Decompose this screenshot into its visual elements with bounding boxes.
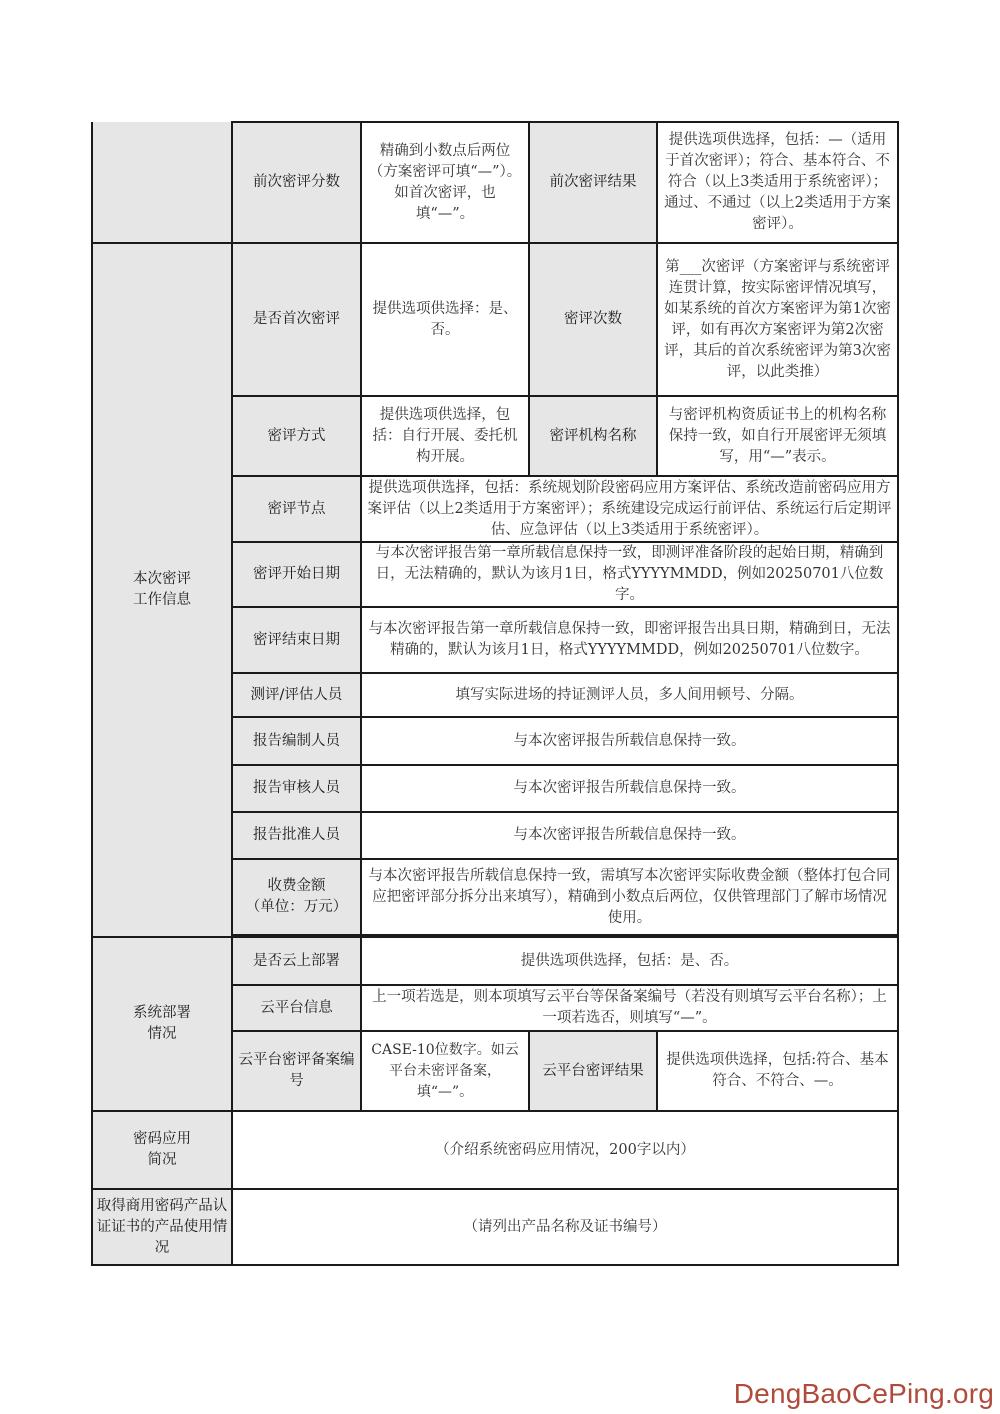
group-label-line1: 系统部署 <box>133 1005 191 1021</box>
label-fee <box>232 859 361 935</box>
label-cloud-info: 云平台信息 <box>232 985 361 1031</box>
table-row-cloud-deploy <box>92 937 898 985</box>
label-report-reviewer: 报告审核人员 <box>232 765 361 812</box>
value-fee[interactable]: 与本次密评报告所载信息保持一致，需填写本次密评实际收费金额（整体打包合同应把密评部分拆分出来填写），精确到小数点后两位，仅供管理部门了解市场情况使用。 <box>361 859 898 935</box>
value-evaluators[interactable]: 填写实际进场的持证测评人员，多人间用顿号、分隔。 <box>361 673 898 717</box>
value-report-reviewer[interactable]: 与本次密评报告所载信息保持一致。 <box>361 765 898 812</box>
label-report-approver: 报告批准人员 <box>232 812 361 859</box>
group-label-work-info <box>92 243 232 937</box>
group-cell-continued <box>92 122 232 243</box>
value-report-approver[interactable]: 与本次密评报告所载信息保持一致。 <box>361 812 898 859</box>
group-label-deploy <box>92 937 232 1111</box>
table-row-crypto-summary <box>92 1111 898 1189</box>
label-prev-score: 前次密评分数 <box>232 122 361 243</box>
value-prev-score[interactable]: 精确到小数点后两位（方案密评可填“—”）。如首次密评，也填“—”。 <box>361 122 529 243</box>
label-evaluators: 测评/评估人员 <box>232 673 361 717</box>
value-end-date[interactable]: 与本次密评报告第一章所载信息保持一致，即密评报告出具日期，精确到日，无法精确的，默认为该月1日，格式YYYYMMDD，例如20250701八位数字。 <box>361 607 898 673</box>
label-eval-method: 密评方式 <box>232 396 361 476</box>
label-crypto-summary-line1: 密码应用 <box>133 1131 191 1147</box>
label-start-date: 密评开始日期 <box>232 542 361 607</box>
value-cloud-deploy[interactable]: 提供选项供选择，包括：是、否。 <box>361 937 898 985</box>
value-crypto-summary[interactable]: （介绍系统密码应用情况，200字以内） <box>232 1111 898 1189</box>
table-row-certified-products <box>92 1189 898 1265</box>
label-crypto-summary-line2: 简况 <box>147 1152 177 1168</box>
label-eval-count: 密评次数 <box>529 243 657 396</box>
evaluation-info-form-table <box>91 121 899 1266</box>
value-eval-org-name[interactable]: 与密评机构资质证书上的机构名称保持一致，如自行开展密评无须填写，用“—”表示。 <box>657 396 898 476</box>
value-eval-method[interactable]: 提供选项供选择，包括：自行开展、委托机构开展。 <box>361 396 529 476</box>
label-cloud-deploy: 是否云上部署 <box>232 937 361 985</box>
table-row-first-eval <box>92 243 898 396</box>
value-cloud-record[interactable]: CASE-10位数字。如云平台未密评备案，填“—”。 <box>361 1031 529 1111</box>
value-report-author[interactable]: 与本次密评报告所载信息保持一致。 <box>361 717 898 765</box>
value-eval-count[interactable]: 第___次密评（方案密评与系统密评连贯计算，按实际密评情况填写，如某系统的首次方案密评为第1次密评，如有再次方案密评为第2次密评，其后的首次系统密评为第3次密评，以此类推） <box>657 243 898 396</box>
label-report-author: 报告编制人员 <box>232 717 361 765</box>
value-start-date[interactable]: 与本次密评报告第一章所载信息保持一致，即测评准备阶段的起始日期，精确到日，无法精确的，默认为该月1日，格式YYYYMMDD，例如20250701八位数字。 <box>361 542 898 607</box>
label-fee-line2: （单位：万元） <box>245 899 348 915</box>
label-fee-line1: 收费金额 <box>267 878 326 894</box>
label-eval-org-name: 密评机构名称 <box>529 396 657 476</box>
label-cloud-eval-result: 云平台密评结果 <box>529 1031 657 1111</box>
watermark-text: DengBaoCePing.org <box>733 1378 994 1409</box>
value-cloud-eval-result[interactable]: 提供选项供选择，包括:符合、基本符合、不符合、—。 <box>657 1031 898 1111</box>
group-label-line1: 本次密评 <box>133 571 191 587</box>
label-end-date: 密评结束日期 <box>232 607 361 673</box>
group-label-line2: 工作信息 <box>133 592 191 608</box>
label-crypto-summary <box>92 1111 232 1189</box>
value-first-eval[interactable]: 提供选项供选择：是、否。 <box>361 243 529 396</box>
table-row-prev-eval <box>92 122 898 243</box>
label-first-eval: 是否首次密评 <box>232 243 361 396</box>
label-certified-products: 取得商用密码产品认证证书的产品使用情况 <box>92 1189 232 1265</box>
value-prev-result[interactable]: 提供选项供选择，包括：—（适用于首次密评）；符合、基本符合、不符合（以上3类适用于系统密评）；通过、不通过（以上2类适用于方案密评）。 <box>657 122 898 243</box>
label-cloud-record: 云平台密评备案编号 <box>232 1031 361 1111</box>
value-eval-node[interactable]: 提供选项供选择，包括：系统规划阶段密码应用方案评估、系统改造前密码应用方案评估（以上2类适用于方案密评）；系统建设完成运行前评估、系统运行后定期评估、应急评估（以上3类适用于系统密评）。 <box>361 476 898 542</box>
label-prev-result: 前次密评结果 <box>529 122 657 243</box>
value-cloud-info[interactable]: 上一项若选是，则本项填写云平台等保备案编号（若没有则填写云平台名称）；上一项若选否，则填写“—”。 <box>361 985 898 1031</box>
group-label-line2: 情况 <box>147 1026 177 1042</box>
label-eval-node: 密评节点 <box>232 476 361 542</box>
value-certified-products[interactable]: （请列出产品名称及证书编号） <box>232 1189 898 1265</box>
